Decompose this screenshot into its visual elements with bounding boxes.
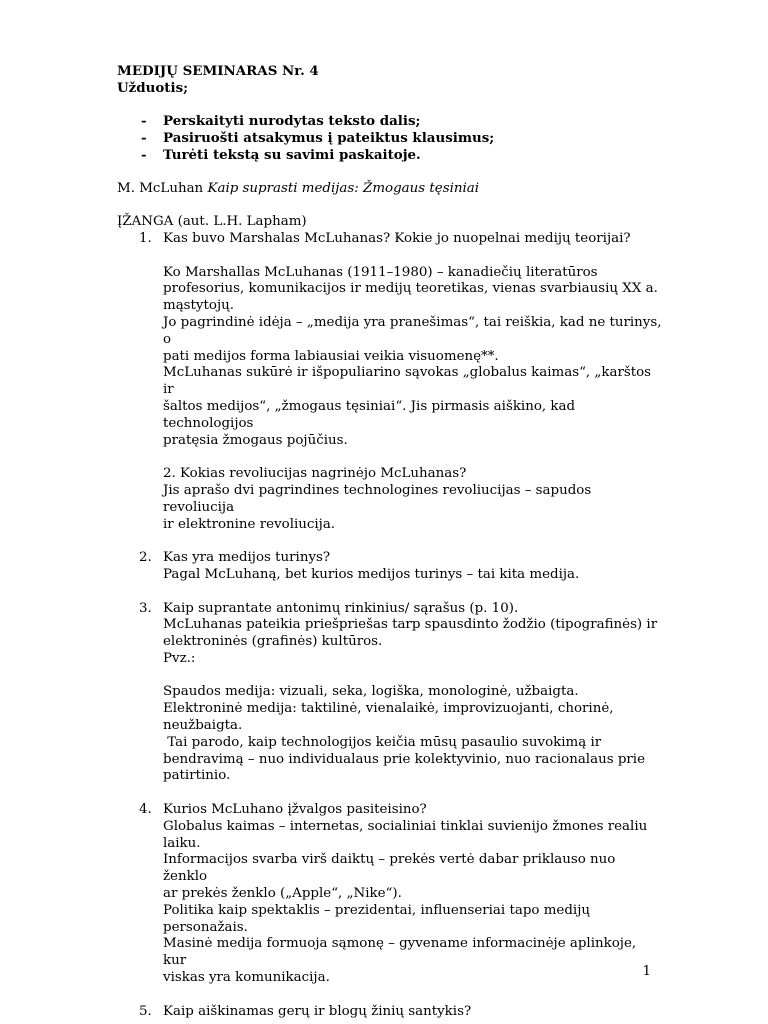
source-author: M. McLuhan [117,180,208,196]
task-item: - Turėti tekstą su savimi paskaitoje. [141,146,421,163]
source-title: Kaip suprasti medijas: Žmogaus tęsiniai [207,180,480,196]
sub-question: 2. Kokias revoliucijas nagrinėjo McLuhanas? Jis aprašo dvi pagrindines technologines revoliucijas – sapudos revoliucija ir elektronine revoliucija. [163,466,592,532]
section-heading: ĮŽANGA (aut. L.H. Lapham) [117,214,307,230]
answer-text: McLuhanas pateikia priešpriešas tarp spausdinto žodžio (tipografinės) ir elektroninės (grafinės) kultūros. Pvz.: [163,617,658,666]
question-item: 5. Kaip aiškinamas gerų ir blogų žinių santykis? [139,1003,472,1019]
document-body [117,63,662,1020]
task-item: - Pasiruošti atsakymus į pateiktus klausimus; [141,130,495,147]
answer-text: Pagal McLuhaną, bet kurios medijos turinys – tai kita medija. [163,566,580,582]
question-item: 2. Kas yra medijos turinys? [139,550,331,566]
task-list [117,113,662,163]
answer-text: Ko Marshallas McLuhanas (1911–1980) – kanadiečių literatūros profesorius, komunikacijos ir medijų teoretikas, vienas svarbiausių XX a. mąstytojų. Jo pagrindinė idėja – „medija yra pranešimas“, tai reiškia, kad ne turinys, o pati medijos forma labiausiai veikia visuomenę**. McLuhanas sukūrė ir išpopuliarino sąvokas „globalus kaimas“, „karštos ir šaltos medijos“, „žmogaus tęsiniai“. Jis pirmasis aiškino, kad technologijos pratęsia žmogaus pojūčius. [163,264,662,448]
question-item: 4. Kurios McLuhano įžvalgos pasiteisino? [139,802,427,818]
answer-text: Spaudos medija: vizuali, seka, logiška, monologinė, užbaigta. Elektroninė medija: taktilinė, vienalaikė, improvizuojanti, chorinė, neužbaigta. Tai parodo, kaip technologijos keičia mūsų pasaulio suvokimą ir bendravimą – nuo individualaus prie kolektyvinio, nuo racionalaus prie patirtinio. [163,684,645,784]
question-item: 3. Kaip suprantate antonimų rinkinius/ sąrašus (p. 10). [139,600,519,616]
task-item: - Perskaityti nurodytas teksto dalis; [141,113,421,130]
answer-text: Globalus kaimas – internetas, socialiniai tinklai suvienijo žmones realiu laiku. Informacijos svarba virš daiktų – prekės vertė dabar priklauso nuo ženklo ar prekės ženklo („Apple“, „Nike“). Politika kaip spektaklis – prezidentai, influenseriai tapo medijų personažais. Masinė medija formuoja sąmonę – gyvename informacinėje aplinkoje, kur viskas yra komunikacija. [163,818,648,986]
document-title: MEDIJŲ SEMINARAS Nr. 4 [117,63,319,79]
task-heading: Užduotis; [117,79,189,96]
page-number: 1 [642,964,651,979]
question-item: 1. Kas buvo Marshalas McLuhanas? Kokie jo nuopelnai medijų teorijai? [139,230,631,246]
source-reference [117,181,662,198]
